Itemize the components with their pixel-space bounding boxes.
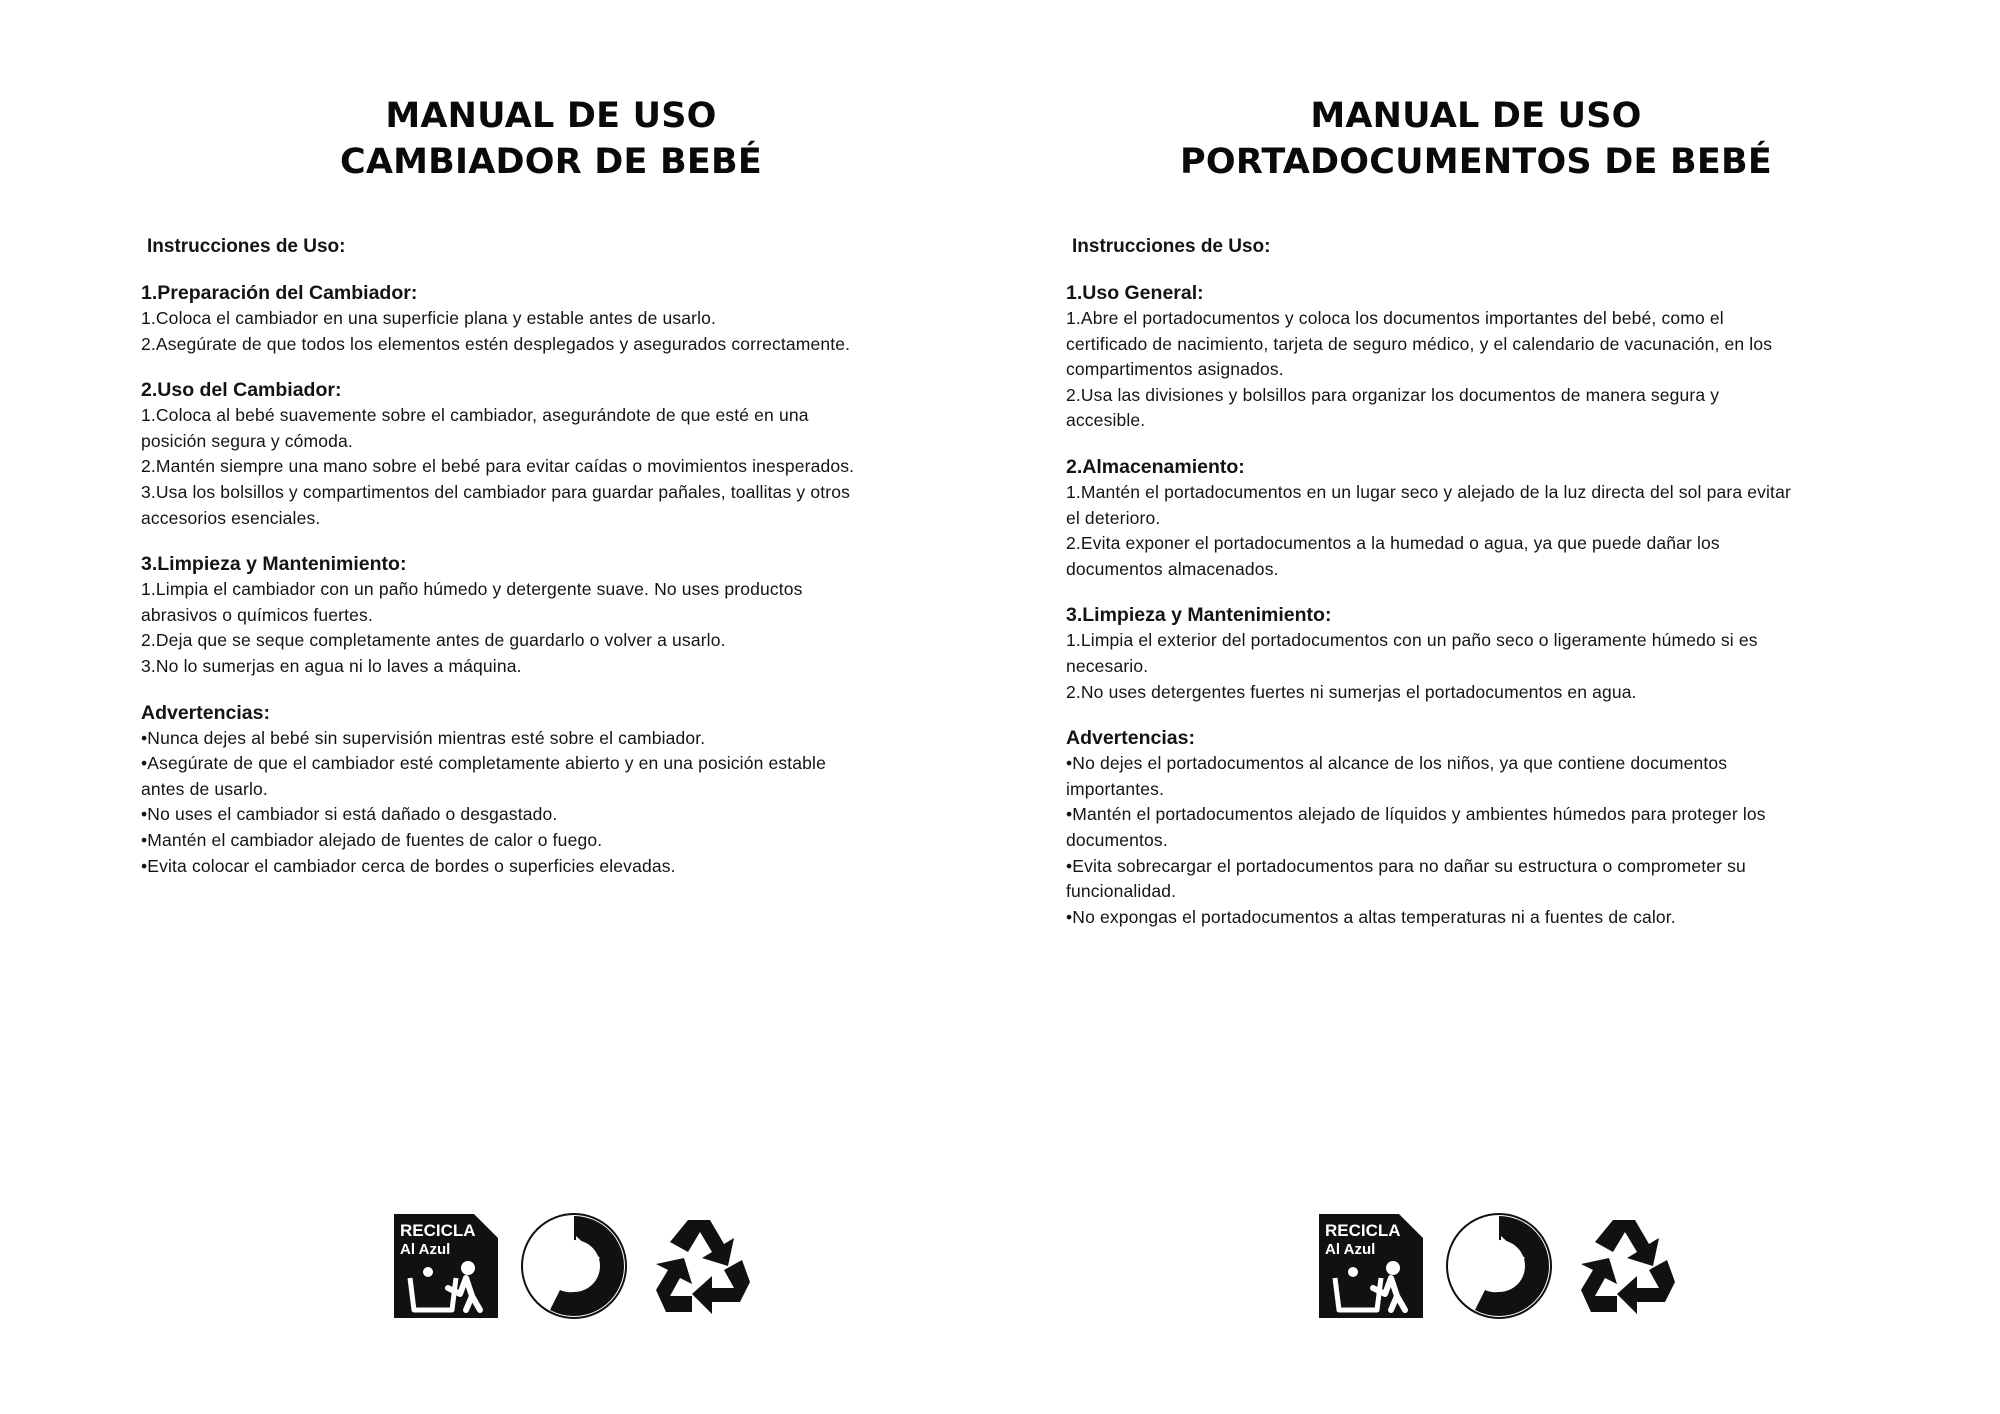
- green-dot-icon: [1445, 1212, 1553, 1320]
- section-line: 2.Usa las divisiones y bolsillos para organizar los documentos de manera segura y: [1066, 384, 1720, 405]
- section-line: 1.Mantén el portadocumentos en un lugar seco y alejado de la luz directa del sol para evitar: [1066, 481, 1791, 502]
- instructions-intro: Instrucciones de Uso:: [1072, 236, 1271, 257]
- section: [1066, 454, 1886, 582]
- recicla-al-azul-icon: [1317, 1212, 1425, 1320]
- section-heading: Advertencias:: [1066, 727, 1195, 750]
- title-line-2: PORTADOCUMENTOS DE BEBÉ: [1180, 142, 1772, 182]
- section-line: accesible.: [1066, 410, 1146, 431]
- section-line: antes de usarlo.: [141, 778, 268, 799]
- recycling-logos: [392, 1212, 756, 1320]
- section-heading: 3.Limpieza y Mantenimiento:: [141, 553, 407, 576]
- section: [141, 377, 961, 531]
- section-line: compartimentos asignados.: [1066, 359, 1284, 380]
- section-line: 1.Coloca el cambiador en una superficie plana y estable antes de usarlo.: [141, 308, 717, 328]
- sections-list: [1066, 280, 1886, 930]
- instructions-intro: Instrucciones de Uso:: [147, 236, 346, 257]
- section-line: necesario.: [1066, 655, 1149, 676]
- title-line-2: CAMBIADOR DE BEBÉ: [339, 142, 763, 182]
- section-line: documentos almacenados.: [1066, 558, 1279, 579]
- page-title: [141, 93, 961, 185]
- section-line: •Asegúrate de que el cambiador esté completamente abierto y en una posición estable: [141, 753, 826, 774]
- section-line: el deterioro.: [1066, 507, 1161, 528]
- section-line: accesorios esenciales.: [141, 507, 321, 528]
- section: [141, 551, 961, 679]
- section-line: •Mantén el portadocumentos alejado de líquidos y ambientes húmedos para proteger los: [1066, 804, 1766, 825]
- section-line: •Evita colocar el cambiador cerca de bordes o superficies elevadas.: [141, 855, 676, 876]
- section-line: 1.Coloca al bebé suavemente sobre el cambiador, asegurándote de que esté en una: [141, 405, 809, 426]
- section-line: 2.Asegúrate de que todos los elementos estén desplegados y asegurados correctamente.: [141, 333, 851, 354]
- section-line: funcionalidad.: [1066, 881, 1177, 902]
- green-dot-icon: [520, 1212, 628, 1320]
- svg-text:RECICLA: RECICLA: [1325, 1221, 1401, 1240]
- section: [141, 280, 961, 357]
- section-line: 2.Deja que se seque completamente antes de guardarlo o volver a usarlo.: [141, 630, 726, 651]
- section-heading: 1.Preparación del Cambiador:: [141, 282, 418, 304]
- section: [1066, 280, 1886, 434]
- section-line: abrasivos o químicos fuertes.: [141, 604, 373, 625]
- title-line-1: MANUAL DE USO: [1310, 96, 1642, 136]
- section-line: 3.No lo sumerjas en agua ni lo laves a máquina.: [141, 655, 522, 676]
- section-line: •No dejes el portadocumentos al alcance de los niños, ya que contiene documentos: [1066, 753, 1728, 774]
- section: [141, 700, 961, 880]
- instructions-body: [141, 234, 961, 899]
- section-line: •Mantén el cambiador alejado de fuentes de calor o fuego.: [141, 829, 603, 850]
- section-line: •No uses el cambiador si está dañado o desgastado.: [141, 804, 558, 825]
- section-line: 2.No uses detergentes fuertes ni sumerjas el portadocumentos en agua.: [1066, 681, 1637, 702]
- section-line: 2.Evita exponer el portadocumentos a la humedad o agua, ya que puede dañar los: [1066, 533, 1720, 554]
- section-line: •Evita sobrecargar el portadocumentos para no dañar su estructura o comprometer su: [1066, 855, 1746, 876]
- section-line: 2.Mantén siempre una mano sobre el bebé para evitar caídas o movimientos inesperados.: [141, 456, 855, 477]
- instructions-body: [1066, 234, 1886, 950]
- sections-list: [141, 280, 961, 879]
- section-line: •Nunca dejes al bebé sin supervisión mientras esté sobre el cambiador.: [141, 727, 706, 748]
- section-line: importantes.: [1066, 778, 1165, 799]
- svg-text:Al Azul: Al Azul: [1325, 1241, 1376, 1258]
- section: [1066, 602, 1886, 705]
- section-line: documentos.: [1066, 829, 1168, 850]
- section-heading: 2.Almacenamiento:: [1066, 455, 1245, 478]
- recicla-al-azul-icon: [392, 1212, 500, 1320]
- svg-text:Al Azul: Al Azul: [400, 1241, 451, 1258]
- section-line: posición segura y cómoda.: [141, 430, 353, 451]
- section-heading: 2.Uso del Cambiador:: [141, 379, 342, 402]
- section-heading: 3.Limpieza y Mantenimiento:: [1066, 604, 1332, 627]
- section: [1066, 725, 1886, 930]
- section-line: 3.Usa los bolsillos y compartimentos del cambiador para guardar pañales, toallitas y otros: [141, 481, 850, 502]
- svg-text:RECICLA: RECICLA: [400, 1221, 476, 1240]
- title-line-1: MANUAL DE USO: [385, 96, 717, 136]
- recycle-icon: [648, 1212, 756, 1320]
- section-heading: 1.Uso General:: [1066, 282, 1204, 304]
- recycle-icon: [1573, 1212, 1681, 1320]
- section-line: certificado de nacimiento, tarjeta de seguro médico, y el calendario de vacunación, en los: [1066, 333, 1773, 354]
- section-line: 1.Abre el portadocumentos y coloca los documentos importantes del bebé, como el: [1066, 308, 1724, 328]
- section-line: 1.Limpia el exterior del portadocumentos con un paño seco o ligeramente húmedo si es: [1066, 630, 1758, 651]
- section-line: •No expongas el portadocumentos a altas temperaturas ni a fuentes de calor.: [1066, 906, 1676, 927]
- recycling-logos: [1317, 1212, 1681, 1320]
- page-title: [1066, 93, 1886, 185]
- section-heading: Advertencias:: [141, 701, 270, 724]
- section-line: 1.Limpia el cambiador con un paño húmedo y detergente suave. No uses productos: [141, 579, 803, 600]
